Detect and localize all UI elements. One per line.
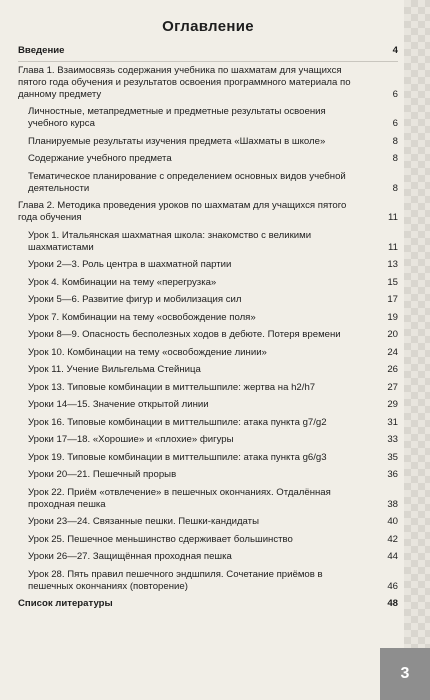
toc-entry-title: Планируемые результаты изучения предмета «Шахматы в школе» — [28, 135, 326, 147]
divider — [18, 61, 398, 62]
toc-entry-title: Уроки 2—3. Роль центра в шахматной партии — [28, 259, 232, 270]
toc-entry — [18, 469, 398, 481]
toc-entry — [18, 200, 398, 224]
toc-entry — [18, 434, 398, 446]
toc-entry-page: 8 — [392, 182, 398, 194]
toc-entry-page: 20 — [387, 329, 398, 340]
toc-entry — [18, 312, 398, 324]
toc-entry — [18, 487, 398, 511]
toc-entry-title: Уроки 17—18. «Хорошие» и «плохие» фигуры — [28, 434, 234, 445]
toc-entry-title: Уроки 14—15. Значение открытой линии — [28, 399, 209, 410]
toc-entry — [18, 551, 398, 563]
toc-entry-page: 11 — [388, 241, 398, 253]
toc-entry — [18, 136, 398, 148]
toc-entry-page: 26 — [387, 364, 398, 375]
toc-entry-title: Уроки 23—24. Связанные пешки. Пешки-кандидаты — [28, 516, 259, 527]
toc-entry-page: 15 — [387, 276, 398, 288]
toc-entry — [18, 106, 398, 130]
toc-entry — [18, 598, 398, 610]
toc-entry-page: 33 — [387, 434, 398, 445]
page-title: Оглавление — [162, 18, 254, 35]
toc-entry-page: 19 — [387, 311, 398, 323]
toc-entry-page: 46 — [387, 580, 398, 592]
toc-entry-page: 42 — [387, 533, 398, 545]
page-number: 3 — [380, 648, 430, 700]
toc-entry-title: Глава 2. Методика проведения уроков по шахматам для учащихся пятого года обучения — [18, 200, 347, 223]
toc-entry — [18, 364, 398, 376]
toc-entry-page: 11 — [388, 212, 398, 223]
toc-entry-title: Урок 28. Пять правил пешечного эндшпиля. Сочетание приёмов в пешечных окончаниях (повторение) — [28, 568, 323, 592]
toc-entry-page: 13 — [387, 259, 398, 270]
toc-entry-page: 8 — [392, 135, 398, 147]
toc-list — [18, 45, 398, 610]
toc-entry-page: 24 — [387, 346, 398, 358]
toc-entry-title: Глава 1. Взаимосвязь содержания учебника по шахматам для учащихся пятого года обучения и результатов освоения программного материала по данному предмету — [18, 64, 351, 100]
toc-entry — [18, 516, 398, 528]
toc-entry-page: 6 — [392, 118, 398, 129]
toc-entry-page: 31 — [387, 416, 398, 428]
toc-entry — [18, 230, 398, 254]
toc-entry-title: Список литературы — [18, 598, 113, 609]
toc-entry-title: Урок 7. Комбинации на тему «освобождение поля» — [28, 311, 256, 323]
toc-entry-page: 27 — [387, 381, 398, 393]
toc-entry-page: 35 — [387, 451, 398, 463]
toc-entry-title: Урок 16. Типовые комбинации в миттельшпиле: атака пункта g7/g2 — [28, 416, 327, 428]
toc-entry-page: 4 — [392, 45, 398, 56]
toc-entry — [18, 259, 398, 271]
toc-entry — [18, 45, 398, 57]
toc-entry-title: Урок 11. Учение Вильгельма Стейница — [28, 364, 201, 375]
toc-entry-page: 48 — [387, 598, 398, 609]
toc-entry-title: Урок 22. Приём «отвлечение» в пешечных окончаниях. Отдалённая проходная пешка — [28, 486, 331, 510]
toc-entry — [18, 417, 398, 429]
toc-entry-title: Тематическое планирование с определением основных видов учебной деятельности — [28, 170, 346, 194]
toc-entry — [18, 569, 398, 593]
toc-entry-page: 38 — [387, 498, 398, 510]
toc-entry-title: Уроки 26—27. Защищённая проходная пешка — [28, 551, 232, 562]
toc-entry-title: Урок 25. Пешечное меньшинство сдерживает большинство — [28, 533, 293, 545]
toc-entry-page: 8 — [392, 153, 398, 164]
table-of-contents — [18, 18, 398, 616]
toc-entry — [18, 534, 398, 546]
toc-entry — [18, 347, 398, 359]
toc-entry — [18, 277, 398, 289]
toc-entry-title: Урок 1. Итальянская шахматная школа: знакомство с великими шахматистами — [28, 229, 312, 253]
toc-entry-page: 17 — [387, 294, 398, 305]
checkered-margin-decoration — [404, 0, 430, 700]
toc-entry-page: 29 — [387, 399, 398, 410]
toc-entry-title: Уроки 20—21. Пешечный прорыв — [28, 469, 177, 480]
toc-entry-title: Содержание учебного предмета — [28, 153, 172, 164]
toc-entry-page: 44 — [387, 551, 398, 562]
toc-entry — [18, 382, 398, 394]
toc-entry-title: Введение — [18, 45, 65, 56]
toc-entry — [18, 171, 398, 195]
toc-entry-title: Урок 13. Типовые комбинации в миттельшпиле: жертва на h2/h7 — [28, 381, 316, 393]
toc-entry-title: Личностные, метапредметные и предметные результаты освоения учебного курса — [28, 106, 326, 129]
toc-entry-page: 6 — [392, 88, 398, 100]
toc-entry-title: Урок 4. Комбинации на тему «перегрузка» — [28, 276, 217, 288]
toc-entry — [18, 153, 398, 165]
toc-entry-page: 36 — [387, 469, 398, 480]
toc-entry-title: Уроки 8—9. Опасность бесполезных ходов в дебюте. Потеря времени — [28, 329, 341, 340]
toc-entry — [18, 399, 398, 411]
toc-entry — [18, 65, 398, 101]
toc-entry-page: 40 — [387, 516, 398, 527]
toc-entry-title: Урок 10. Комбинации на тему «освобождение линии» — [28, 346, 267, 358]
toc-entry — [18, 294, 398, 306]
toc-entry — [18, 452, 398, 464]
toc-entry — [18, 329, 398, 341]
toc-entry-title: Урок 19. Типовые комбинации в миттельшпиле: атака пункта g6/g3 — [28, 451, 327, 463]
toc-entry-title: Уроки 5—6. Развитие фигур и мобилизация сил — [28, 294, 242, 305]
